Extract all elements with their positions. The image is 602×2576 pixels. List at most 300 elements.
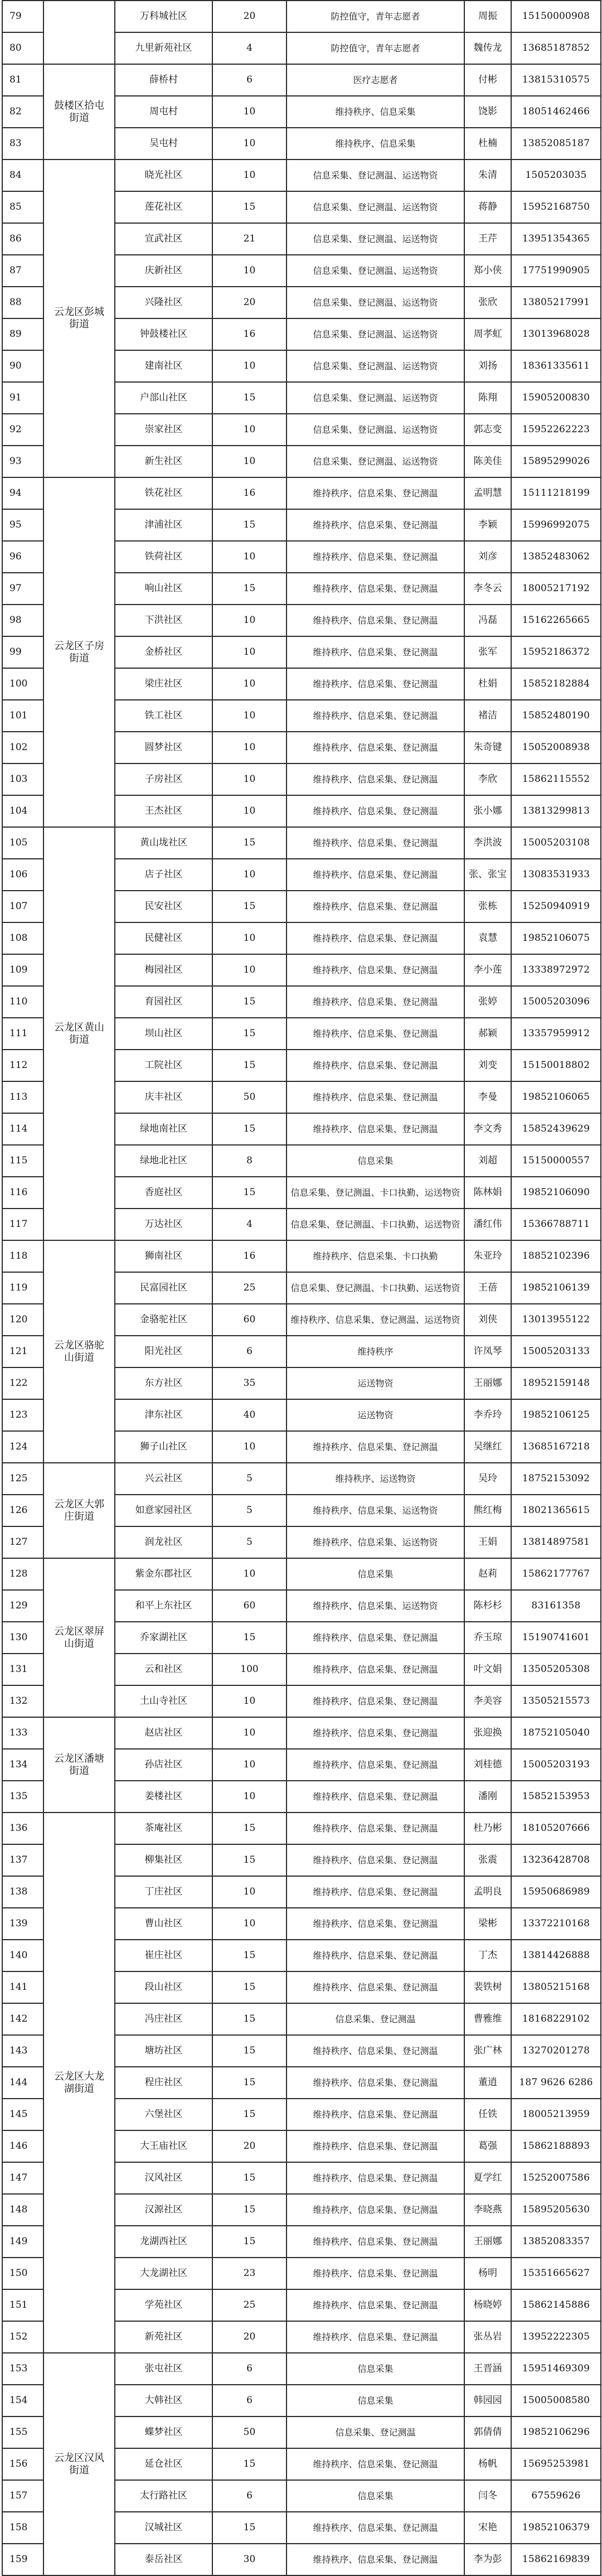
contact-person-cell: 熊红梅 bbox=[464, 1495, 511, 1526]
contact-person-cell: 叶文娟 bbox=[464, 1654, 511, 1685]
community-cell: 兴云社区 bbox=[115, 1463, 212, 1495]
contact-person-cell: 刘桂德 bbox=[464, 1749, 511, 1781]
contact-person-cell: 褚洁 bbox=[464, 700, 511, 732]
community-cell: 周屯村 bbox=[115, 96, 212, 128]
phone-cell: 15366788711 bbox=[511, 1209, 601, 1240]
row-number-cell: 155 bbox=[2, 2416, 43, 2448]
community-cell: 乔家湖社区 bbox=[115, 1622, 212, 1654]
phone-cell: 19852106379 bbox=[511, 2512, 601, 2544]
row-number-cell: 95 bbox=[2, 509, 43, 541]
community-cell: 新生社区 bbox=[115, 446, 212, 477]
phone-cell: 15895299026 bbox=[511, 446, 601, 477]
task-cell: 维持秩序、信息采集 bbox=[287, 96, 464, 128]
volunteer-count-cell: 15 bbox=[212, 1177, 287, 1209]
task-cell: 防控值守，青年志愿者 bbox=[287, 32, 464, 64]
volunteer-count-cell: 8 bbox=[212, 1145, 287, 1177]
phone-cell: 187 9626 6286 bbox=[511, 2067, 601, 2099]
task-cell: 维持秩序、信息采集、登记测温 bbox=[287, 732, 464, 763]
contact-person-cell: 李乔玲 bbox=[464, 1399, 511, 1431]
row-number-cell: 144 bbox=[2, 2067, 43, 2099]
task-cell: 维持秩序、信息采集、登记测温 bbox=[287, 1717, 464, 1749]
phone-cell: 15952262223 bbox=[511, 414, 601, 446]
phone-cell: 13952222305 bbox=[511, 2321, 601, 2353]
contact-person-cell: 刘侠 bbox=[464, 1304, 511, 1336]
row-number-cell: 92 bbox=[2, 414, 43, 446]
phone-cell: 15005203133 bbox=[511, 1336, 601, 1367]
volunteer-count-cell: 15 bbox=[212, 191, 287, 223]
task-cell: 信息采集 bbox=[287, 2353, 464, 2385]
contact-person-cell: 杜娟 bbox=[464, 668, 511, 700]
volunteer-count-cell: 15 bbox=[212, 1813, 287, 1844]
contact-person-cell: 丁杰 bbox=[464, 1940, 511, 1971]
task-cell: 维持秩序、信息采集、登记测温 bbox=[287, 668, 464, 700]
task-cell: 信息采集、登记测温、运送物资 bbox=[287, 350, 464, 382]
volunteer-count-cell: 10 bbox=[212, 922, 287, 954]
table-row bbox=[2, 64, 601, 96]
row-number-cell: 87 bbox=[2, 255, 43, 287]
volunteer-count-cell: 30 bbox=[212, 2544, 287, 2575]
row-number-cell: 125 bbox=[2, 1463, 43, 1495]
volunteer-count-cell: 10 bbox=[212, 414, 287, 446]
phone-cell: 13951354365 bbox=[511, 223, 601, 255]
task-cell: 维持秩序、信息采集、登记测温 bbox=[287, 605, 464, 636]
task-cell: 维持秩序、信息采集、登记测温 bbox=[287, 2321, 464, 2353]
task-cell: 信息采集、登记测温、运送物资 bbox=[287, 255, 464, 287]
row-number-cell: 93 bbox=[2, 446, 43, 477]
volunteer-count-cell: 15 bbox=[212, 2099, 287, 2130]
contact-person-cell: 杜乃彬 bbox=[464, 1813, 511, 1844]
contact-person-cell: 韩园园 bbox=[464, 2385, 511, 2416]
row-number-cell: 80 bbox=[2, 32, 43, 64]
contact-person-cell: 郭倩倩 bbox=[464, 2416, 511, 2448]
task-cell: 信息采集 bbox=[287, 1145, 464, 1177]
phone-cell: 13236428708 bbox=[511, 1844, 601, 1876]
community-cell: 金桥社区 bbox=[115, 636, 212, 668]
street-cell: 云龙区潘塘街道 bbox=[43, 1717, 115, 1813]
community-cell: 崔庄社区 bbox=[115, 1940, 212, 1971]
contact-person-cell: 宋艳 bbox=[464, 2512, 511, 2544]
phone-cell: 18005217192 bbox=[511, 573, 601, 605]
task-cell: 维持秩序、信息采集、登记测温、运送物资 bbox=[287, 1304, 464, 1336]
volunteer-count-cell: 10 bbox=[212, 859, 287, 891]
street-cell: 云龙区大龙湖街道 bbox=[43, 1813, 115, 2353]
contact-person-cell: 周孝虹 bbox=[464, 318, 511, 350]
contact-person-cell: 梁彬 bbox=[464, 1908, 511, 1940]
task-cell: 信息采集、登记测温、运送物资 bbox=[287, 414, 464, 446]
row-number-cell: 89 bbox=[2, 318, 43, 350]
volunteer-count-cell: 15 bbox=[212, 509, 287, 541]
contact-person-cell: 朱亚玲 bbox=[464, 1240, 511, 1272]
community-cell: 兴隆社区 bbox=[115, 287, 212, 318]
volunteer-count-cell: 4 bbox=[212, 32, 287, 64]
row-number-cell: 100 bbox=[2, 668, 43, 700]
community-cell: 塘坊社区 bbox=[115, 2035, 212, 2067]
volunteer-count-cell: 6 bbox=[212, 2385, 287, 2416]
community-cell: 段山社区 bbox=[115, 1971, 212, 2003]
task-cell: 维持秩序、信息采集、登记测温 bbox=[287, 2289, 464, 2321]
phone-cell: 18952159148 bbox=[511, 1367, 601, 1399]
community-cell: 薛桥村 bbox=[115, 64, 212, 96]
row-number-cell: 90 bbox=[2, 350, 43, 382]
volunteer-count-cell: 25 bbox=[212, 1272, 287, 1304]
community-cell: 莲花社区 bbox=[115, 191, 212, 223]
task-cell: 维持秩序、信息采集、登记测温 bbox=[287, 1813, 464, 1844]
phone-cell: 17751990905 bbox=[511, 255, 601, 287]
community-cell: 紫金东郡社区 bbox=[115, 1558, 212, 1590]
table-row bbox=[2, 1, 601, 32]
volunteer-count-cell: 10 bbox=[212, 636, 287, 668]
community-cell: 崇家社区 bbox=[115, 414, 212, 446]
volunteer-count-cell: 25 bbox=[212, 2289, 287, 2321]
community-cell: 王杰社区 bbox=[115, 795, 212, 827]
street-cell: 云龙区彭城街道 bbox=[43, 160, 115, 477]
row-number-cell: 128 bbox=[2, 1558, 43, 1590]
community-cell: 九里新苑社区 bbox=[115, 32, 212, 64]
task-cell: 维持秩序、信息采集、登记测温 bbox=[287, 1908, 464, 1940]
task-cell: 信息采集、登记测温、运送物资 bbox=[287, 223, 464, 255]
table-row bbox=[2, 1240, 601, 1272]
task-cell: 维持秩序、信息采集、登记测温 bbox=[287, 954, 464, 986]
phone-cell: 13814897581 bbox=[511, 1526, 601, 1558]
contact-person-cell: 饶影 bbox=[464, 96, 511, 128]
row-number-cell: 113 bbox=[2, 1081, 43, 1113]
volunteer-count-cell: 4 bbox=[212, 1209, 287, 1240]
task-cell: 维持秩序、信息采集、登记测温 bbox=[287, 2067, 464, 2099]
task-cell: 信息采集、登记测温、卡口执勤、运送物资 bbox=[287, 1272, 464, 1304]
row-number-cell: 98 bbox=[2, 605, 43, 636]
row-number-cell: 86 bbox=[2, 223, 43, 255]
row-number-cell: 159 bbox=[2, 2544, 43, 2575]
row-number-cell: 85 bbox=[2, 191, 43, 223]
contact-person-cell: 杨明 bbox=[464, 2258, 511, 2289]
row-number-cell: 101 bbox=[2, 700, 43, 732]
phone-cell: 19852106296 bbox=[511, 2416, 601, 2448]
phone-cell: 15852153953 bbox=[511, 1781, 601, 1813]
row-number-cell: 126 bbox=[2, 1495, 43, 1526]
task-cell: 信息采集 bbox=[287, 2385, 464, 2416]
volunteer-count-cell: 15 bbox=[212, 891, 287, 922]
row-number-cell: 110 bbox=[2, 986, 43, 1018]
row-number-cell: 153 bbox=[2, 2353, 43, 2385]
community-cell: 绿地南社区 bbox=[115, 1113, 212, 1145]
phone-cell: 15862115552 bbox=[511, 763, 601, 795]
volunteer-count-cell: 15 bbox=[212, 2162, 287, 2194]
community-cell: 丁庄社区 bbox=[115, 1876, 212, 1908]
phone-cell: 18051462466 bbox=[511, 96, 601, 128]
volunteer-count-cell: 15 bbox=[212, 1844, 287, 1876]
row-number-cell: 119 bbox=[2, 1272, 43, 1304]
row-number-cell: 94 bbox=[2, 477, 43, 509]
phone-cell: 13685187852 bbox=[511, 32, 601, 64]
volunteer-count-cell: 15 bbox=[212, 2448, 287, 2480]
row-number-cell: 84 bbox=[2, 160, 43, 191]
row-number-cell: 82 bbox=[2, 96, 43, 128]
community-cell: 阳光社区 bbox=[115, 1336, 212, 1367]
community-cell: 和平上东社区 bbox=[115, 1590, 212, 1622]
phone-cell: 13805215168 bbox=[511, 1971, 601, 2003]
contact-person-cell: 王芹 bbox=[464, 223, 511, 255]
phone-cell: 13505215573 bbox=[511, 1685, 601, 1717]
contact-person-cell: 孟明慧 bbox=[464, 477, 511, 509]
row-number-cell: 151 bbox=[2, 2289, 43, 2321]
volunteer-count-cell: 20 bbox=[212, 287, 287, 318]
volunteer-count-cell: 60 bbox=[212, 1590, 287, 1622]
contact-person-cell: 李小莲 bbox=[464, 954, 511, 986]
phone-cell: 13814426888 bbox=[511, 1940, 601, 1971]
table-row bbox=[2, 1717, 601, 1749]
phone-cell: 15150000557 bbox=[511, 1145, 601, 1177]
volunteer-count-cell: 15 bbox=[212, 2067, 287, 2099]
community-cell: 新苑社区 bbox=[115, 2321, 212, 2353]
phone-cell: 19852106139 bbox=[511, 1272, 601, 1304]
community-cell: 柳集社区 bbox=[115, 1844, 212, 1876]
contact-person-cell: 乔玉琼 bbox=[464, 1622, 511, 1654]
phone-cell: 83161358 bbox=[511, 1590, 601, 1622]
row-number-cell: 127 bbox=[2, 1526, 43, 1558]
volunteer-count-cell: 100 bbox=[212, 1654, 287, 1685]
phone-cell: 15005008580 bbox=[511, 2385, 601, 2416]
contact-person-cell: 许凤琴 bbox=[464, 1336, 511, 1367]
task-cell: 维持秩序、信息采集、登记测温 bbox=[287, 763, 464, 795]
community-cell: 铁荷社区 bbox=[115, 541, 212, 573]
contact-person-cell: 张婷 bbox=[464, 986, 511, 1018]
community-cell: 姜楼社区 bbox=[115, 1781, 212, 1813]
contact-person-cell: 葛强 bbox=[464, 2130, 511, 2162]
row-number-cell: 154 bbox=[2, 2385, 43, 2416]
row-number-cell: 83 bbox=[2, 128, 43, 160]
row-number-cell: 121 bbox=[2, 1336, 43, 1367]
contact-person-cell: 张小娜 bbox=[464, 795, 511, 827]
task-cell: 维持秩序、信息采集、登记测温 bbox=[287, 1685, 464, 1717]
task-cell: 维持秩序、信息采集、登记测温 bbox=[287, 2194, 464, 2226]
row-number-cell: 135 bbox=[2, 1781, 43, 1813]
volunteer-count-cell: 15 bbox=[212, 2226, 287, 2258]
phone-cell: 18005213959 bbox=[511, 2099, 601, 2130]
contact-person-cell: 张广林 bbox=[464, 2035, 511, 2067]
community-cell: 万科城社区 bbox=[115, 1, 212, 32]
volunteer-count-cell: 50 bbox=[212, 1081, 287, 1113]
volunteer-count-cell: 10 bbox=[212, 605, 287, 636]
community-cell: 响山社区 bbox=[115, 573, 212, 605]
volunteer-count-cell: 5 bbox=[212, 1495, 287, 1526]
task-cell: 维持秩序、信息采集、登记测温 bbox=[287, 986, 464, 1018]
phone-cell: 13013955122 bbox=[511, 1304, 601, 1336]
volunteer-count-cell: 10 bbox=[212, 128, 287, 160]
phone-cell: 19852106090 bbox=[511, 1177, 601, 1209]
volunteer-count-cell: 15 bbox=[212, 1113, 287, 1145]
task-cell: 维持秩序、信息采集、运送物资 bbox=[287, 1590, 464, 1622]
volunteer-count-cell: 40 bbox=[212, 1399, 287, 1431]
phone-cell: 15852182884 bbox=[511, 668, 601, 700]
volunteer-count-cell: 10 bbox=[212, 1781, 287, 1813]
phone-cell: 19852106065 bbox=[511, 1081, 601, 1113]
community-cell: 如意家园社区 bbox=[115, 1495, 212, 1526]
row-number-cell: 115 bbox=[2, 1145, 43, 1177]
community-cell: 下洪社区 bbox=[115, 605, 212, 636]
phone-cell: 1505203035 bbox=[511, 160, 601, 191]
phone-cell: 15895205630 bbox=[511, 2194, 601, 2226]
volunteer-count-cell: 15 bbox=[212, 1940, 287, 1971]
volunteer-count-cell: 10 bbox=[212, 668, 287, 700]
task-cell: 维持秩序、信息采集、登记测温 bbox=[287, 477, 464, 509]
task-cell: 信息采集、登记测温、运送物资 bbox=[287, 382, 464, 414]
volunteer-count-cell: 10 bbox=[212, 1876, 287, 1908]
row-number-cell: 117 bbox=[2, 1209, 43, 1240]
phone-cell: 15190741601 bbox=[511, 1622, 601, 1654]
community-cell: 庆新社区 bbox=[115, 255, 212, 287]
volunteer-count-cell: 16 bbox=[212, 477, 287, 509]
row-number-cell: 102 bbox=[2, 732, 43, 763]
row-number-cell: 123 bbox=[2, 1399, 43, 1431]
community-cell: 梁庄社区 bbox=[115, 668, 212, 700]
volunteer-count-cell: 10 bbox=[212, 541, 287, 573]
contact-person-cell: 闫冬 bbox=[464, 2480, 511, 2512]
community-cell: 金骆驼社区 bbox=[115, 1304, 212, 1336]
task-cell: 维持秩序、信息采集、登记测温 bbox=[287, 1622, 464, 1654]
row-number-cell: 150 bbox=[2, 2258, 43, 2289]
table-row bbox=[2, 1558, 601, 1590]
community-cell: 曹山社区 bbox=[115, 1908, 212, 1940]
contact-person-cell: 冯磊 bbox=[464, 605, 511, 636]
row-number-cell: 145 bbox=[2, 2099, 43, 2130]
community-cell: 店子社区 bbox=[115, 859, 212, 891]
volunteer-count-cell: 20 bbox=[212, 2321, 287, 2353]
task-cell: 维持秩序、信息采集、运送物资 bbox=[287, 1495, 464, 1526]
phone-cell: 13505205308 bbox=[511, 1654, 601, 1685]
contact-person-cell: 杜楠 bbox=[464, 128, 511, 160]
task-cell: 维持秩序、信息采集、登记测温 bbox=[287, 2258, 464, 2289]
phone-cell: 18752153092 bbox=[511, 1463, 601, 1495]
task-cell: 维持秩序、运送物资 bbox=[287, 1463, 464, 1495]
task-cell: 维持秩序、信息采集、登记测温 bbox=[287, 795, 464, 827]
task-cell: 维持秩序 bbox=[287, 1336, 464, 1367]
contact-person-cell: 王丽娜 bbox=[464, 2226, 511, 2258]
community-cell: 孙店社区 bbox=[115, 1749, 212, 1781]
contact-person-cell: 李颖 bbox=[464, 509, 511, 541]
task-cell: 维持秩序、信息采集、登记测温 bbox=[287, 827, 464, 859]
volunteer-count-cell: 15 bbox=[212, 2194, 287, 2226]
community-cell: 吴屯村 bbox=[115, 128, 212, 160]
contact-person-cell: 刘变 bbox=[464, 1050, 511, 1081]
row-number-cell: 111 bbox=[2, 1018, 43, 1050]
contact-person-cell: 陈翔 bbox=[464, 382, 511, 414]
contact-person-cell: 袁慧 bbox=[464, 922, 511, 954]
community-cell: 狮子山社区 bbox=[115, 1431, 212, 1463]
volunteer-count-cell: 16 bbox=[212, 1240, 287, 1272]
row-number-cell: 146 bbox=[2, 2130, 43, 2162]
row-number-cell: 81 bbox=[2, 64, 43, 96]
task-cell: 维持秩序、信息采集、登记测温 bbox=[287, 2448, 464, 2480]
contact-person-cell: 张丛岩 bbox=[464, 2321, 511, 2353]
task-cell: 维持秩序、信息采集、登记测温 bbox=[287, 2544, 464, 2575]
task-cell: 维持秩序、信息采集、登记测温 bbox=[287, 1018, 464, 1050]
row-number-cell: 141 bbox=[2, 1971, 43, 2003]
roster-body bbox=[2, 1, 601, 2575]
contact-person-cell: 孟明良 bbox=[464, 1876, 511, 1908]
volunteer-count-cell: 15 bbox=[212, 2035, 287, 2067]
phone-cell: 15862145886 bbox=[511, 2289, 601, 2321]
row-number-cell: 139 bbox=[2, 1908, 43, 1940]
contact-person-cell: 夏学红 bbox=[464, 2162, 511, 2194]
row-number-cell: 147 bbox=[2, 2162, 43, 2194]
volunteer-count-cell: 50 bbox=[212, 2416, 287, 2448]
volunteer-count-cell: 10 bbox=[212, 795, 287, 827]
contact-person-cell: 李文秀 bbox=[464, 1113, 511, 1145]
volunteer-count-cell: 15 bbox=[212, 827, 287, 859]
task-cell: 维持秩序、信息采集、卡口执勤 bbox=[287, 1240, 464, 1272]
contact-person-cell: 王丽娜 bbox=[464, 1367, 511, 1399]
volunteer-count-cell: 6 bbox=[212, 2480, 287, 2512]
phone-cell: 15250940919 bbox=[511, 891, 601, 922]
volunteer-count-cell: 21 bbox=[212, 223, 287, 255]
phone-cell: 13805217991 bbox=[511, 287, 601, 318]
community-cell: 程庄社区 bbox=[115, 2067, 212, 2099]
phone-cell: 15862169839 bbox=[511, 2544, 601, 2575]
community-cell: 宣武社区 bbox=[115, 223, 212, 255]
task-cell: 维持秩序、信息采集、登记测温 bbox=[287, 1876, 464, 1908]
volunteer-count-cell: 10 bbox=[212, 954, 287, 986]
community-cell: 延仓社区 bbox=[115, 2448, 212, 2480]
volunteer-count-cell: 15 bbox=[212, 382, 287, 414]
community-cell: 泰岳社区 bbox=[115, 2544, 212, 2575]
community-cell: 汉风社区 bbox=[115, 2162, 212, 2194]
task-cell: 维持秩序、信息采集、登记测温 bbox=[287, 2099, 464, 2130]
contact-person-cell: 周振 bbox=[464, 1, 511, 32]
volunteer-roster-sheet bbox=[2, 0, 600, 2576]
row-number-cell: 122 bbox=[2, 1367, 43, 1399]
contact-person-cell: 刘彦 bbox=[464, 541, 511, 573]
table-row bbox=[2, 827, 601, 859]
row-number-cell: 99 bbox=[2, 636, 43, 668]
community-cell: 张屯社区 bbox=[115, 2353, 212, 2385]
task-cell: 医疗志愿者 bbox=[287, 64, 464, 96]
contact-person-cell: 张欣 bbox=[464, 287, 511, 318]
row-number-cell: 105 bbox=[2, 827, 43, 859]
row-number-cell: 107 bbox=[2, 891, 43, 922]
row-number-cell: 148 bbox=[2, 2194, 43, 2226]
street-cell: 云龙区大郭庄街道 bbox=[43, 1463, 115, 1558]
task-cell: 维持秩序、信息采集、登记测温 bbox=[287, 2130, 464, 2162]
row-number-cell: 120 bbox=[2, 1304, 43, 1336]
community-cell: 黄山垅社区 bbox=[115, 827, 212, 859]
phone-cell: 13685167218 bbox=[511, 1431, 601, 1463]
volunteer-count-cell: 10 bbox=[212, 1431, 287, 1463]
row-number-cell: 108 bbox=[2, 922, 43, 954]
contact-person-cell: 杨晓婷 bbox=[464, 2289, 511, 2321]
contact-person-cell: 郑小侠 bbox=[464, 255, 511, 287]
volunteer-count-cell: 15 bbox=[212, 2512, 287, 2544]
contact-person-cell: 杨帆 bbox=[464, 2448, 511, 2480]
volunteer-count-cell: 10 bbox=[212, 255, 287, 287]
task-cell: 维持秩序、信息采集、登记测温 bbox=[287, 891, 464, 922]
task-cell: 信息采集 bbox=[287, 1558, 464, 1590]
contact-person-cell: 王蓓 bbox=[464, 1272, 511, 1304]
row-number-cell: 149 bbox=[2, 2226, 43, 2258]
task-cell: 维持秩序、信息采集、登记测温 bbox=[287, 1050, 464, 1081]
row-number-cell: 88 bbox=[2, 287, 43, 318]
phone-cell: 15852439629 bbox=[511, 1113, 601, 1145]
community-cell: 坝山社区 bbox=[115, 1018, 212, 1050]
contact-person-cell: 李冬云 bbox=[464, 573, 511, 605]
community-cell: 津东社区 bbox=[115, 1399, 212, 1431]
table-row bbox=[2, 1463, 601, 1495]
community-cell: 汉城社区 bbox=[115, 2512, 212, 2544]
volunteer-count-cell: 15 bbox=[212, 1018, 287, 1050]
volunteer-count-cell: 10 bbox=[212, 1558, 287, 1590]
phone-cell: 13013968028 bbox=[511, 318, 601, 350]
row-number-cell: 96 bbox=[2, 541, 43, 573]
volunteer-count-cell: 5 bbox=[212, 1526, 287, 1558]
